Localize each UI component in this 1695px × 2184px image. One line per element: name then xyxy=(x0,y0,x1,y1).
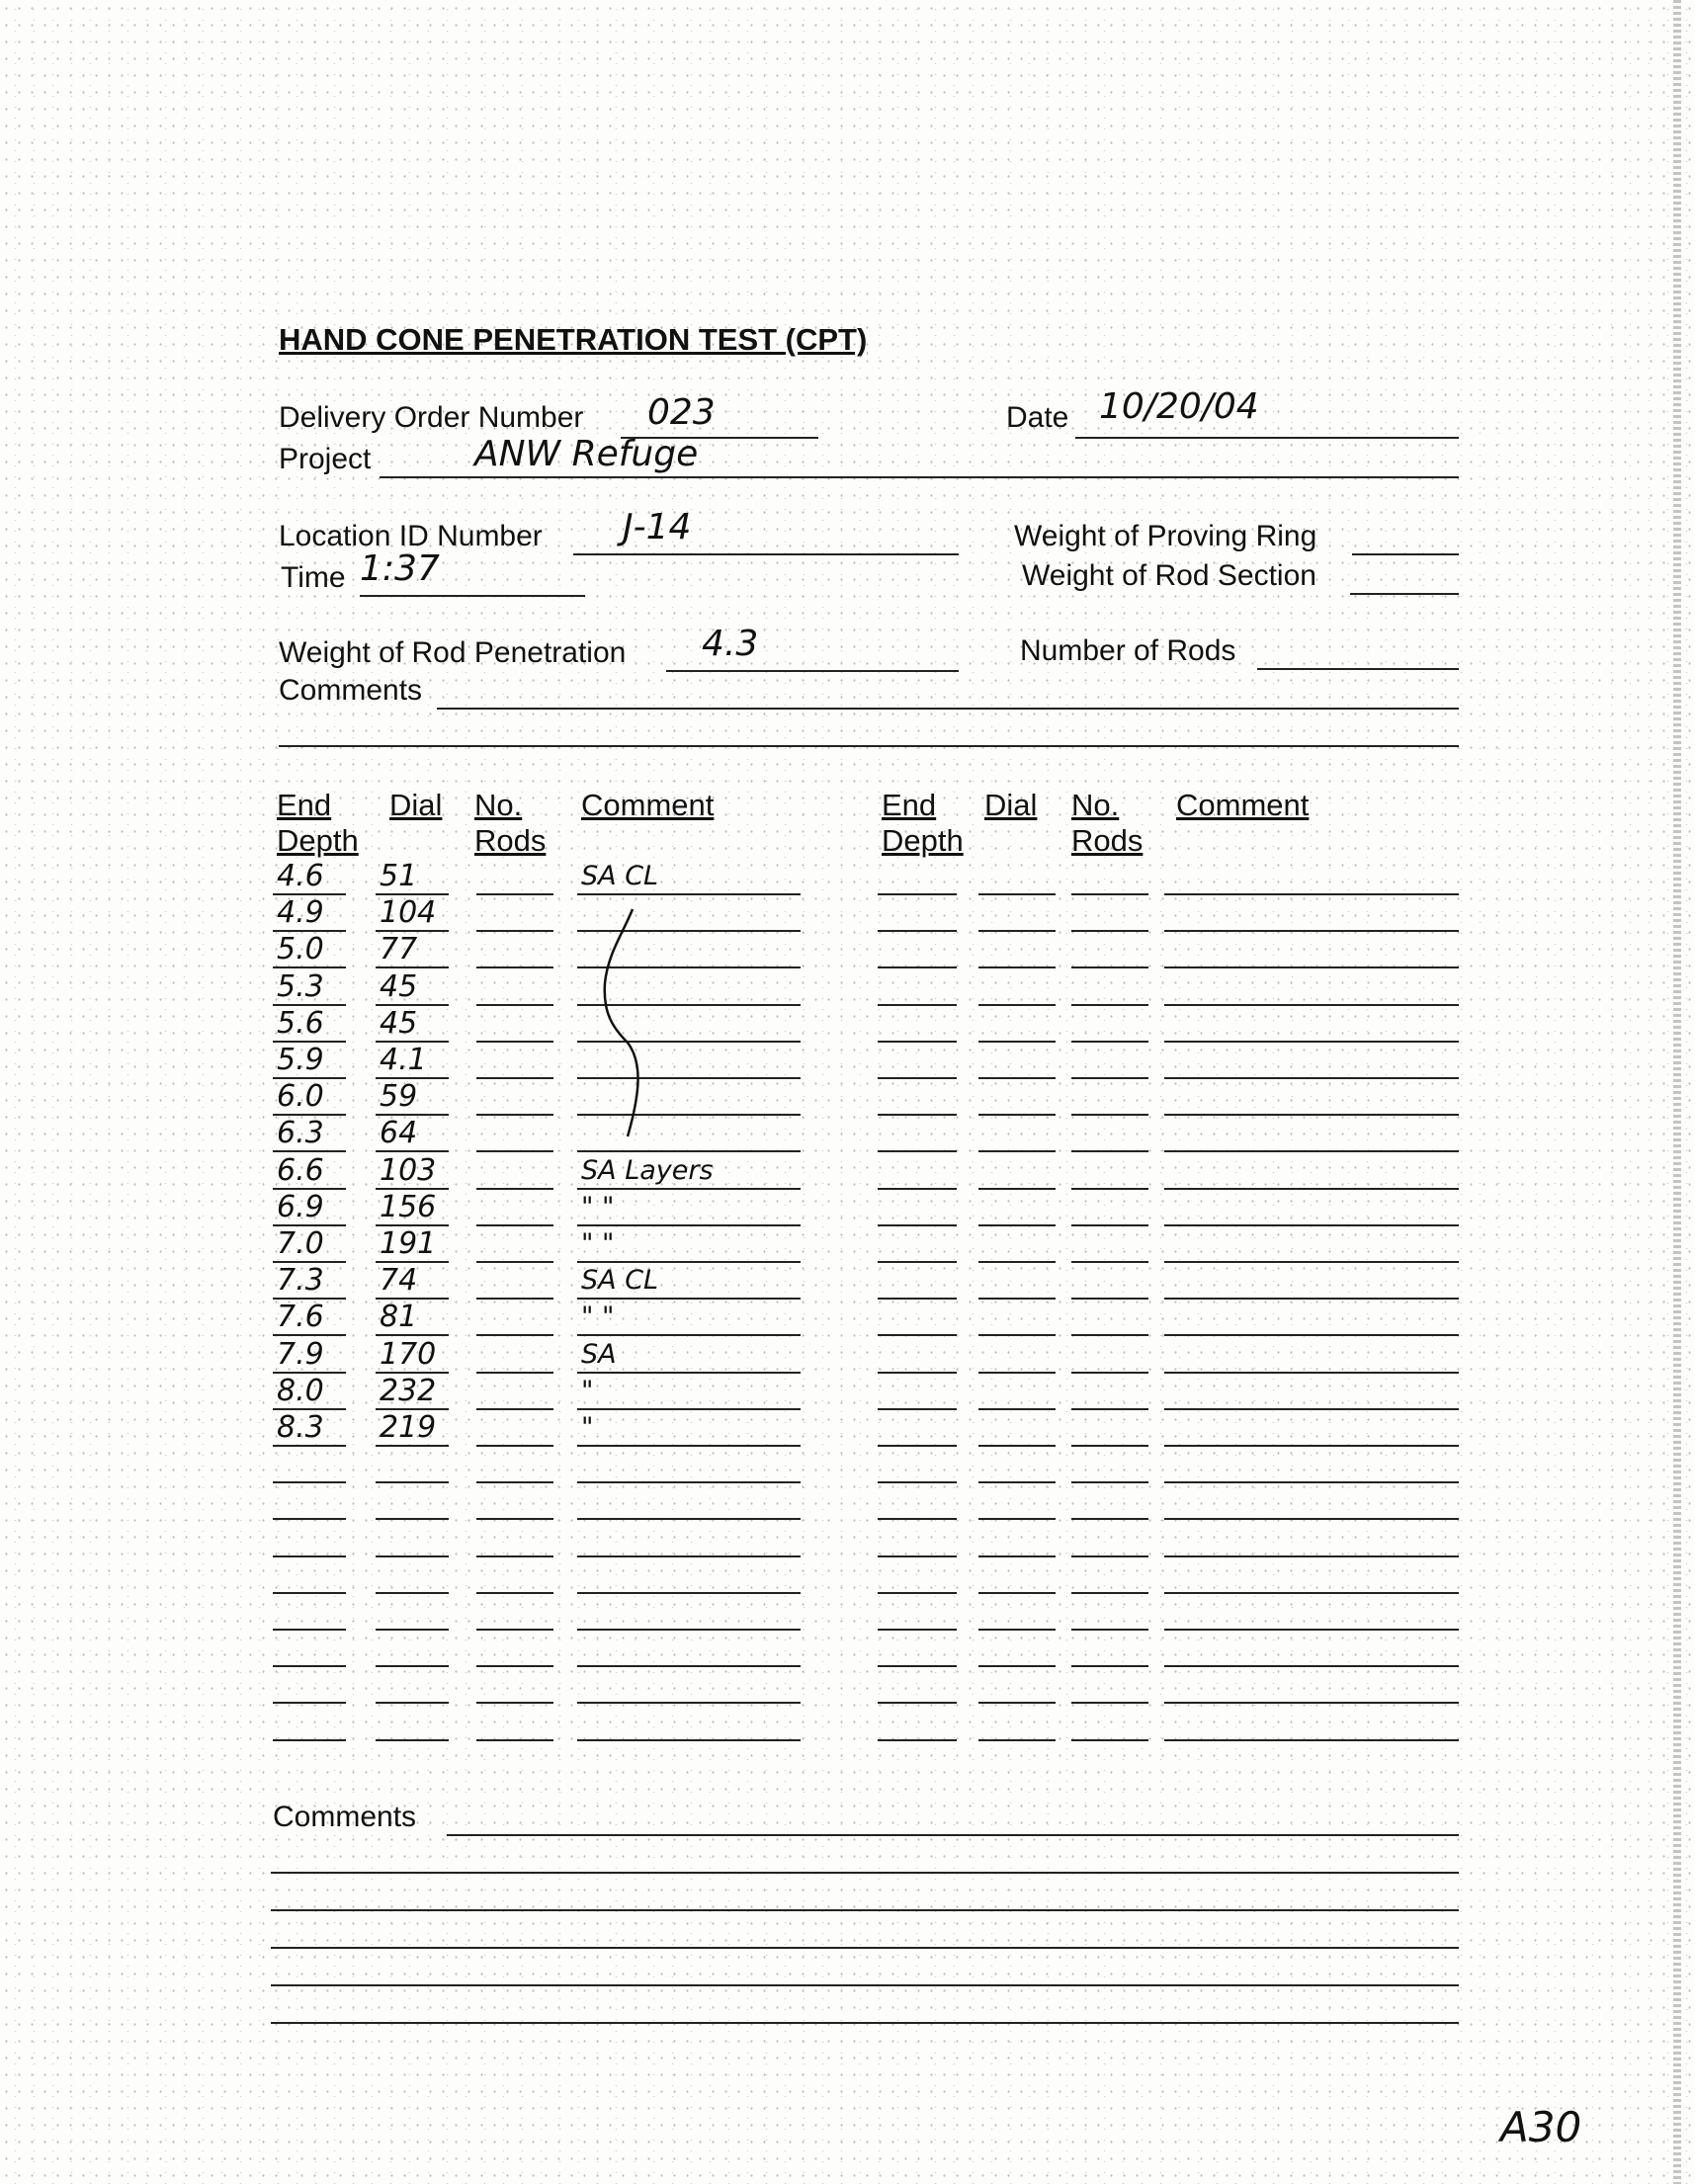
cell-right-col-3 xyxy=(1071,1706,1148,1741)
cell-dial-left xyxy=(376,1227,449,1263)
cell-depth-left xyxy=(273,860,346,895)
cell-depth-value: 8.3 xyxy=(277,1410,324,1445)
cell-right-col-4 xyxy=(1164,1448,1459,1483)
cell-depth-value: 5.0 xyxy=(277,932,324,966)
cell-rods-left xyxy=(476,1227,553,1263)
cell-right-col-3 xyxy=(1071,1668,1148,1704)
weight-rod-section-label: Weight of Rod Section xyxy=(1022,559,1316,592)
cell-right-col-4 xyxy=(1164,1706,1459,1741)
cell-right-col-3 xyxy=(1071,1227,1148,1263)
location-id-value: J-14 xyxy=(623,507,692,547)
cell-dial-left xyxy=(376,1007,449,1043)
cell-dial-left xyxy=(376,1558,449,1594)
col-end-label-left: End xyxy=(277,788,332,822)
cell-right-col-3 xyxy=(1071,896,1148,932)
cell-right-col-1 xyxy=(878,1227,957,1263)
cell-right-col-2 xyxy=(978,1117,1056,1152)
cell-dial-value: 156 xyxy=(380,1190,437,1224)
cell-dial-value: 45 xyxy=(380,969,418,1004)
col-no-label-left: No. xyxy=(474,788,523,822)
cell-comment-value: SA CL xyxy=(581,1265,659,1296)
bottom-comments-line-1 xyxy=(447,1834,1459,1836)
page-number: A30 xyxy=(1500,2103,1582,2151)
cell-right-col-4 xyxy=(1164,860,1459,895)
col-comment-label-right: Comment xyxy=(1176,788,1310,822)
cell-comment-left xyxy=(577,860,801,895)
cell-right-col-2 xyxy=(978,1522,1056,1557)
time-value: 1:37 xyxy=(360,548,440,589)
cell-dial-left xyxy=(376,1044,449,1079)
cell-right-col-2 xyxy=(978,1007,1056,1043)
cell-dial-value: 81 xyxy=(380,1300,418,1334)
cell-right-col-4 xyxy=(1164,1668,1459,1704)
cell-right-col-2 xyxy=(978,1411,1056,1447)
cell-right-col-4 xyxy=(1164,1117,1459,1152)
cell-comment-left xyxy=(577,1264,801,1300)
cell-dial-left xyxy=(376,1191,449,1226)
cell-dial-left xyxy=(376,1117,449,1152)
handwritten-bracket xyxy=(583,904,662,1141)
comments-line-1 xyxy=(437,708,1459,710)
cell-right-col-1 xyxy=(878,1668,957,1704)
cell-dial-value: 170 xyxy=(380,1337,437,1372)
cell-depth-left xyxy=(273,1448,346,1483)
cell-depth-value: 6.6 xyxy=(277,1153,324,1188)
cell-depth-left xyxy=(273,1558,346,1594)
cell-dial-left xyxy=(376,1595,449,1631)
weight-rod-penetration-value: 4.3 xyxy=(702,624,759,664)
comments-label: Comments xyxy=(279,674,423,707)
cell-right-col-4 xyxy=(1164,1154,1459,1190)
weight-rod-section-line xyxy=(1350,593,1459,595)
cell-rods-left xyxy=(476,933,553,968)
cell-right-col-1 xyxy=(878,1007,957,1043)
cell-comment-left xyxy=(577,1191,801,1226)
cell-comment-value: " " xyxy=(581,1192,615,1222)
cell-dial-left xyxy=(376,896,449,932)
cell-depth-left xyxy=(273,1227,346,1263)
cell-rods-left xyxy=(476,1522,553,1557)
cell-comment-value: " xyxy=(581,1376,594,1406)
cell-rods-left xyxy=(476,1411,553,1447)
cell-dial-left xyxy=(376,1375,449,1410)
bottom-comments-line-4 xyxy=(271,1947,1459,1949)
cell-depth-value: 6.3 xyxy=(277,1116,324,1150)
cell-right-col-2 xyxy=(978,1044,1056,1079)
cell-right-col-4 xyxy=(1164,1080,1459,1116)
cell-dial-left xyxy=(376,1522,449,1557)
cell-comment-left xyxy=(577,1668,801,1704)
cell-right-col-4 xyxy=(1164,1007,1459,1043)
cell-right-col-2 xyxy=(978,1154,1056,1190)
cell-right-col-1 xyxy=(878,1448,957,1483)
project-label: Project xyxy=(279,443,372,475)
cell-comment-left xyxy=(577,1484,801,1520)
cell-right-col-2 xyxy=(978,1301,1056,1336)
cell-right-col-1 xyxy=(878,1117,957,1152)
cell-dial-value: 191 xyxy=(380,1226,437,1261)
cell-comment-value: SA Layers xyxy=(581,1155,714,1186)
cell-dial-left xyxy=(376,1301,449,1336)
col-dial-label-right: Dial xyxy=(984,788,1038,822)
cell-right-col-4 xyxy=(1164,1375,1459,1410)
form-title: HAND CONE PENETRATION TEST (CPT) xyxy=(279,322,868,357)
cell-dial-left xyxy=(376,1484,449,1520)
cell-right-col-2 xyxy=(978,933,1056,968)
cell-dial-left xyxy=(376,933,449,968)
cell-right-col-3 xyxy=(1071,1301,1148,1336)
cell-right-col-2 xyxy=(978,1264,1056,1300)
cell-dial-left xyxy=(376,1264,449,1300)
cell-right-col-2 xyxy=(978,1595,1056,1631)
cell-right-col-1 xyxy=(878,1375,957,1410)
cell-depth-value: 6.9 xyxy=(277,1190,324,1224)
cell-depth-left xyxy=(273,1375,346,1410)
cell-right-col-2 xyxy=(978,896,1056,932)
cell-depth-value: 7.6 xyxy=(277,1300,324,1334)
cell-dial-left xyxy=(376,1411,449,1447)
cell-depth-left xyxy=(273,1301,346,1336)
cell-right-col-1 xyxy=(878,1595,957,1631)
cell-right-col-1 xyxy=(878,1558,957,1594)
cell-right-col-1 xyxy=(878,1080,957,1116)
cell-right-col-1 xyxy=(878,1044,957,1079)
cell-rods-left xyxy=(476,1706,553,1741)
cell-depth-left xyxy=(273,1522,346,1557)
cell-right-col-2 xyxy=(978,1080,1056,1116)
bottom-comments-line-3 xyxy=(271,1909,1459,1911)
cell-rods-left xyxy=(476,1375,553,1410)
cell-right-col-4 xyxy=(1164,933,1459,968)
cell-comment-value: " " xyxy=(581,1302,615,1332)
cell-comment-left xyxy=(577,1632,801,1667)
cell-depth-left xyxy=(273,896,346,932)
cell-depth-left xyxy=(273,1080,346,1116)
cell-depth-left xyxy=(273,1632,346,1667)
cell-right-col-1 xyxy=(878,970,957,1006)
cell-rods-left xyxy=(476,1632,553,1667)
cell-rods-left xyxy=(476,1007,553,1043)
cell-right-col-3 xyxy=(1071,1264,1148,1300)
cell-right-col-3 xyxy=(1071,1448,1148,1483)
col-rods-label-left: Rods xyxy=(474,823,547,858)
cell-right-col-2 xyxy=(978,1706,1056,1741)
cell-dial-value: 103 xyxy=(380,1153,437,1188)
cell-depth-left xyxy=(273,1117,346,1152)
cell-rods-left xyxy=(476,1080,553,1116)
cell-comment-left xyxy=(577,1301,801,1336)
cell-dial-value: 59 xyxy=(380,1079,418,1114)
cell-right-col-2 xyxy=(978,1191,1056,1226)
cell-right-col-1 xyxy=(878,1301,957,1336)
cell-depth-left xyxy=(273,1007,346,1043)
cell-right-col-4 xyxy=(1164,1227,1459,1263)
cell-comment-left xyxy=(577,1522,801,1557)
cell-right-col-3 xyxy=(1071,1338,1148,1374)
cell-right-col-1 xyxy=(878,1154,957,1190)
cell-depth-value: 5.6 xyxy=(277,1006,324,1041)
cell-right-col-1 xyxy=(878,1484,957,1520)
cell-right-col-2 xyxy=(978,1632,1056,1667)
cell-dial-value: 104 xyxy=(380,895,437,930)
cell-depth-left xyxy=(273,1044,346,1079)
col-rods-label-right: Rods xyxy=(1071,823,1144,858)
cell-depth-left xyxy=(273,1154,346,1190)
cell-right-col-3 xyxy=(1071,1522,1148,1557)
cell-right-col-1 xyxy=(878,896,957,932)
cell-dial-value: 74 xyxy=(380,1263,418,1298)
cell-depth-value: 7.9 xyxy=(277,1337,324,1372)
cell-depth-value: 6.0 xyxy=(277,1079,324,1114)
cell-depth-left xyxy=(273,933,346,968)
cell-right-col-1 xyxy=(878,1338,957,1374)
location-id-line xyxy=(573,553,959,555)
cell-rods-left xyxy=(476,1558,553,1594)
cell-dial-left xyxy=(376,1668,449,1704)
cell-right-col-3 xyxy=(1071,1044,1148,1079)
cell-dial-left xyxy=(376,1080,449,1116)
cell-depth-value: 5.9 xyxy=(277,1043,324,1077)
cell-depth-value: 5.3 xyxy=(277,969,324,1004)
cell-right-col-1 xyxy=(878,860,957,895)
cell-right-col-4 xyxy=(1164,1484,1459,1520)
cell-comment-left xyxy=(577,1595,801,1631)
cell-comment-value: SA xyxy=(581,1339,617,1370)
date-value: 10/20/04 xyxy=(1099,386,1259,427)
cell-right-col-3 xyxy=(1071,1558,1148,1594)
cell-right-col-1 xyxy=(878,1411,957,1447)
cell-right-col-4 xyxy=(1164,1632,1459,1667)
cell-right-col-3 xyxy=(1071,1595,1148,1631)
cell-right-col-4 xyxy=(1164,1338,1459,1374)
col-depth-label-right: Depth xyxy=(882,823,964,858)
cell-depth-left xyxy=(273,1411,346,1447)
cell-right-col-2 xyxy=(978,1227,1056,1263)
cell-right-col-1 xyxy=(878,1264,957,1300)
cell-depth-left xyxy=(273,1668,346,1704)
cell-right-col-3 xyxy=(1071,1154,1148,1190)
cell-depth-left xyxy=(273,1595,346,1631)
bottom-comments-line-6 xyxy=(271,2022,1459,2024)
cell-right-col-4 xyxy=(1164,1264,1459,1300)
cell-depth-left xyxy=(273,1706,346,1741)
time-line xyxy=(360,595,585,597)
weight-rod-penetration-line xyxy=(666,670,959,672)
cell-dial-value: 4.1 xyxy=(380,1043,427,1077)
cell-rods-left xyxy=(476,1117,553,1152)
cell-dial-left xyxy=(376,1154,449,1190)
cell-comment-left xyxy=(577,1558,801,1594)
cell-comment-left xyxy=(577,1411,801,1447)
cell-right-col-2 xyxy=(978,970,1056,1006)
cell-right-col-1 xyxy=(878,1522,957,1557)
cell-rods-left xyxy=(476,1191,553,1226)
bottom-comments-line-2 xyxy=(271,1872,1459,1874)
cell-right-col-3 xyxy=(1071,1375,1148,1410)
col-no-label-right: No. xyxy=(1071,788,1120,822)
delivery-order-number-label: Delivery Order Number xyxy=(279,401,584,434)
cell-comment-left xyxy=(577,1375,801,1410)
col-depth-label-left: Depth xyxy=(277,823,359,858)
cell-rods-left xyxy=(476,1668,553,1704)
weight-proving-ring-line xyxy=(1352,553,1459,555)
col-dial-label-left: Dial xyxy=(389,788,443,822)
cell-dial-value: 77 xyxy=(380,932,418,966)
cell-right-col-2 xyxy=(978,1375,1056,1410)
cell-right-col-3 xyxy=(1071,1007,1148,1043)
cell-right-col-3 xyxy=(1071,1632,1148,1667)
cell-comment-left xyxy=(577,1227,801,1263)
cell-comment-left xyxy=(577,1706,801,1741)
cell-dial-left xyxy=(376,1632,449,1667)
time-label: Time xyxy=(281,561,346,594)
cell-right-col-2 xyxy=(978,1668,1056,1704)
cell-right-col-3 xyxy=(1071,1117,1148,1152)
cell-depth-left xyxy=(273,970,346,1006)
cell-right-col-1 xyxy=(878,933,957,968)
cell-right-col-3 xyxy=(1071,970,1148,1006)
cell-rods-left xyxy=(476,1448,553,1483)
cell-depth-value: 7.0 xyxy=(277,1226,324,1261)
col-comment-label-left: Comment xyxy=(581,788,715,822)
cell-dial-left xyxy=(376,1706,449,1741)
cell-right-col-4 xyxy=(1164,1411,1459,1447)
cell-dial-value: 64 xyxy=(380,1116,418,1150)
bottom-comments-label: Comments xyxy=(273,1801,417,1833)
cell-depth-value: 4.9 xyxy=(277,895,324,930)
cell-rods-left xyxy=(476,1484,553,1520)
cell-right-col-2 xyxy=(978,1558,1056,1594)
cell-right-col-4 xyxy=(1164,1522,1459,1557)
weight-rod-penetration-label: Weight of Rod Penetration xyxy=(279,636,627,669)
location-id-label: Location ID Number xyxy=(279,520,543,552)
cell-dial-value: 219 xyxy=(380,1410,437,1445)
cell-comment-value: " xyxy=(581,1412,594,1443)
cell-comment-value: " " xyxy=(581,1228,615,1259)
cell-dial-left xyxy=(376,1448,449,1483)
cell-dial-value: 232 xyxy=(380,1374,437,1408)
cell-rods-left xyxy=(476,1044,553,1079)
cell-rods-left xyxy=(476,860,553,895)
date-line xyxy=(1075,437,1459,439)
comments-line-2 xyxy=(279,745,1459,747)
cell-right-col-1 xyxy=(878,1191,957,1226)
date-label: Date xyxy=(1006,401,1069,434)
cell-depth-left xyxy=(273,1338,346,1374)
col-end-label-right: End xyxy=(882,788,937,822)
cell-rods-left xyxy=(476,1301,553,1336)
cell-right-col-4 xyxy=(1164,1301,1459,1336)
cell-right-col-4 xyxy=(1164,896,1459,932)
cell-depth-left xyxy=(273,1264,346,1300)
cell-depth-value: 8.0 xyxy=(277,1374,324,1408)
cell-dial-left xyxy=(376,970,449,1006)
cell-depth-value: 7.3 xyxy=(277,1263,324,1298)
cell-dial-value: 45 xyxy=(380,1006,418,1041)
cell-right-col-3 xyxy=(1071,1484,1148,1520)
cell-right-col-2 xyxy=(978,1338,1056,1374)
cell-rods-left xyxy=(476,1338,553,1374)
cell-right-col-4 xyxy=(1164,1191,1459,1226)
number-of-rods-label: Number of Rods xyxy=(1020,634,1236,667)
cell-comment-left xyxy=(577,1338,801,1374)
cell-rods-left xyxy=(476,896,553,932)
cell-right-col-4 xyxy=(1164,970,1459,1006)
project-line xyxy=(380,476,1459,478)
cell-rods-left xyxy=(476,1154,553,1190)
number-of-rods-line xyxy=(1257,668,1459,670)
cell-right-col-4 xyxy=(1164,1558,1459,1594)
page-edge-scan-artifact xyxy=(1673,0,1681,2184)
project-value: ANW Refuge xyxy=(474,434,699,474)
cell-right-col-2 xyxy=(978,860,1056,895)
cell-rods-left xyxy=(476,970,553,1006)
weight-proving-ring-label: Weight of Proving Ring xyxy=(1014,520,1317,552)
cell-right-col-1 xyxy=(878,1632,957,1667)
cell-right-col-1 xyxy=(878,1706,957,1741)
cell-rods-left xyxy=(476,1595,553,1631)
cell-depth-left xyxy=(273,1191,346,1226)
bottom-comments-line-5 xyxy=(271,1984,1459,1986)
cell-depth-left xyxy=(273,1484,346,1520)
cell-comment-left xyxy=(577,1154,801,1190)
cell-depth-value: 4.6 xyxy=(277,859,324,893)
cell-comment-left xyxy=(577,1448,801,1483)
cell-right-col-2 xyxy=(978,1484,1056,1520)
delivery-order-number-value: 023 xyxy=(647,392,716,433)
cell-dial-left xyxy=(376,860,449,895)
cell-right-col-3 xyxy=(1071,933,1148,968)
cell-right-col-4 xyxy=(1164,1595,1459,1631)
cell-right-col-3 xyxy=(1071,1080,1148,1116)
cell-right-col-4 xyxy=(1164,1044,1459,1079)
cell-dial-left xyxy=(376,1338,449,1374)
cell-right-col-3 xyxy=(1071,1411,1148,1447)
cell-right-col-3 xyxy=(1071,860,1148,895)
cell-comment-value: SA CL xyxy=(581,861,659,891)
cell-rods-left xyxy=(476,1264,553,1300)
cell-right-col-2 xyxy=(978,1448,1056,1483)
cell-dial-value: 51 xyxy=(380,859,418,893)
cell-right-col-3 xyxy=(1071,1191,1148,1226)
